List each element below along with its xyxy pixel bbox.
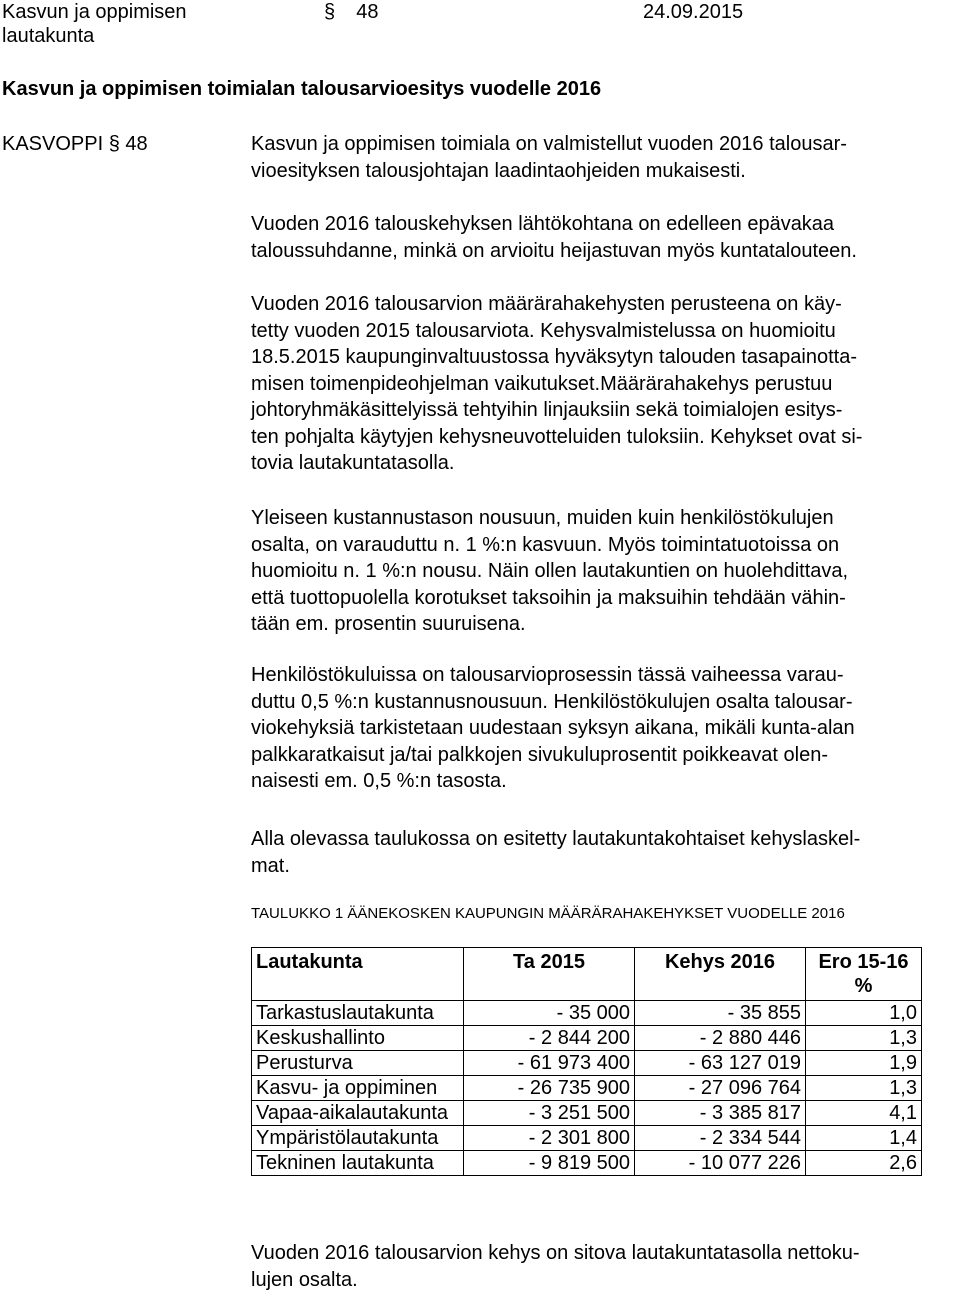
committee-name (2, 0, 187, 48)
cell-name: Perusturva (252, 1051, 464, 1076)
text-line: duttu 0,5 %:n kustannusnousuun. Henkilöstökulujen osalta talousar- (251, 690, 853, 713)
cell-ero: 1,3 (806, 1076, 922, 1101)
text-line: Yleiseen kustannustason nousuun, muiden kuin henkilöstökulujen (251, 507, 834, 529)
text-line: että tuottopuolella korotukset taksoihin ja maksuihin tehdään vähin- (251, 586, 846, 609)
header-lautakunta: Lautakunta (252, 948, 464, 1001)
text-line: Vuoden 2016 talouskehyksen lähtökohtana on edelleen epävakaa (251, 213, 835, 235)
table-row (252, 1126, 922, 1151)
paragraph-3 (251, 291, 951, 477)
paragraph-4 (251, 505, 951, 638)
cell-kehys-2016: - 2 880 446 (635, 1026, 806, 1051)
cell-name: Ympäristölautakunta (252, 1126, 464, 1151)
table-row (252, 1151, 922, 1176)
text-line: 18.5.2015 kaupunginvaltuustossa hyväksytyn talouden tasapainotta- (251, 346, 857, 368)
text-line: Henkilöstökuluissa on talousarvioprosessin tässä vaiheessa varau- (251, 664, 844, 686)
cell-name: Keskushallinto (252, 1026, 464, 1051)
committee-line-1: Kasvun ja oppimisen (2, 1, 187, 23)
paragraph-6 (251, 826, 951, 879)
cell-kehys-2016: - 10 077 226 (635, 1151, 806, 1176)
text-line: johtoryhmäkäsittelyissä tehtyihin linjauksiin sekä toimialojen esitys- (251, 399, 843, 421)
cell-ta-2015: - 35 000 (464, 1001, 635, 1026)
paragraph-symbol: § (324, 1, 336, 23)
section-title: Kasvun ja oppimisen toimialan talousarvioesitys vuodelle 2016 (2, 78, 602, 100)
cell-ero: 1,9 (806, 1051, 922, 1076)
text-line: vioesityksen talousjohtajan laadintaohjeiden mukaisesti. (251, 159, 746, 182)
cell-ta-2015: - 61 973 400 (464, 1051, 635, 1076)
text-line: tetty vuoden 2015 talousarviota. Kehysvalmistelussa on huomioitu (251, 319, 836, 342)
text-line: Vuoden 2016 talousarvion kehys on sitova lautakuntatasolla nettoku- (251, 1242, 860, 1264)
cell-ta-2015: - 9 819 500 (464, 1151, 635, 1176)
text-line: viokehyksiä tarkistetaan uudestaan syksyn aikana, mikäli kunta-alan (251, 717, 855, 739)
cell-kehys-2016: - 3 385 817 (635, 1101, 806, 1126)
table-row (252, 1026, 922, 1051)
cell-ta-2015: - 2 301 800 (464, 1126, 635, 1151)
text-line: taloussuhdanne, minkä on arvioitu heijastuvan myös kuntatalouteen. (251, 239, 857, 262)
paragraph-number (324, 0, 379, 24)
cell-ero: 1,0 (806, 1001, 922, 1026)
text-line: tovia lautakuntatasolla. (251, 452, 455, 474)
text-line: osalta, on varauduttu n. 1 %:n kasvuun. Myös toimintatuotoissa on (251, 533, 840, 556)
item-code (2, 131, 148, 157)
cell-kehys-2016: - 63 127 019 (635, 1051, 806, 1076)
text-line: Alla olevassa taulukossa on esitetty lautakuntakohtaiset kehyslaskel- (251, 828, 861, 850)
table-row (252, 1001, 922, 1026)
text-line: naisesti em. 0,5 %:n tasosta. (251, 770, 507, 792)
cell-ero: 1,3 (806, 1026, 922, 1051)
table-row (252, 1101, 922, 1126)
table-row (252, 1051, 922, 1076)
item-code-number: 48 (125, 133, 148, 155)
cell-ero: 1,4 (806, 1126, 922, 1151)
cell-ero: 2,6 (806, 1151, 922, 1176)
header-ta-2015: Ta 2015 (464, 948, 635, 1001)
item-paragraph-symbol: § (108, 133, 120, 155)
committee-line-2: lautakunta (2, 25, 95, 47)
cell-name: Kasvu- ja oppiminen (252, 1076, 464, 1101)
text-line: huomioitu n. 1 %:n nousu. Näin ollen lautakuntien on huolehdittava, (251, 560, 849, 582)
item-code-label: KASVOPPI (2, 133, 104, 155)
cell-kehys-2016: - 27 096 764 (635, 1076, 806, 1101)
cell-ero: 4,1 (806, 1101, 922, 1126)
cell-ta-2015: - 26 735 900 (464, 1076, 635, 1101)
table-caption: TAULUKKO 1 ÄÄNEKOSKEN KAUPUNGIN MÄÄRÄRAHAKEHYKSET VUODELLE 2016 (251, 905, 845, 922)
meeting-date: 24.09.2015 (643, 1, 744, 23)
text-line: Kasvun ja oppimisen toimiala on valmistellut vuoden 2016 talousar- (251, 133, 847, 155)
text-line: mat. (251, 854, 290, 877)
text-line: lujen osalta. (251, 1268, 358, 1291)
header-kehys-2016: Kehys 2016 (635, 948, 806, 1001)
cell-kehys-2016: - 35 855 (635, 1001, 806, 1026)
paragraph-2 (251, 211, 951, 264)
paragraph-number-value: 48 (356, 1, 379, 23)
cell-name: Tekninen lautakunta (252, 1151, 464, 1176)
header-ero: Ero 15-16 % (806, 948, 922, 1001)
cell-ta-2015: - 2 844 200 (464, 1026, 635, 1051)
paragraph-5 (251, 662, 951, 795)
cell-name: Tarkastuslautakunta (252, 1001, 464, 1026)
table-row (252, 1076, 922, 1101)
paragraph-1 (251, 131, 951, 184)
closing-paragraph (251, 1240, 951, 1293)
text-line: misen toimenpideohjelman vaikutukset.Määrärahakehys perustuu (251, 372, 833, 395)
cell-ta-2015: - 3 251 500 (464, 1101, 635, 1126)
table-header-row (252, 948, 922, 1001)
text-line: tään em. prosentin suuruisena. (251, 613, 526, 635)
cell-kehys-2016: - 2 334 544 (635, 1126, 806, 1151)
text-line: Vuoden 2016 talousarvion määrärahakehysten perusteena on käy- (251, 293, 842, 315)
cell-name: Vapaa-aikalautakunta (252, 1101, 464, 1126)
text-line: ten pohjalta käytyjen kehysneuvotteluiden tuloksiin. Kehykset ovat si- (251, 425, 863, 448)
budget-table (251, 947, 922, 1176)
text-line: palkkaratkaisut ja/tai palkkojen sivukuluprosentit poikkeavat olen- (251, 743, 828, 766)
